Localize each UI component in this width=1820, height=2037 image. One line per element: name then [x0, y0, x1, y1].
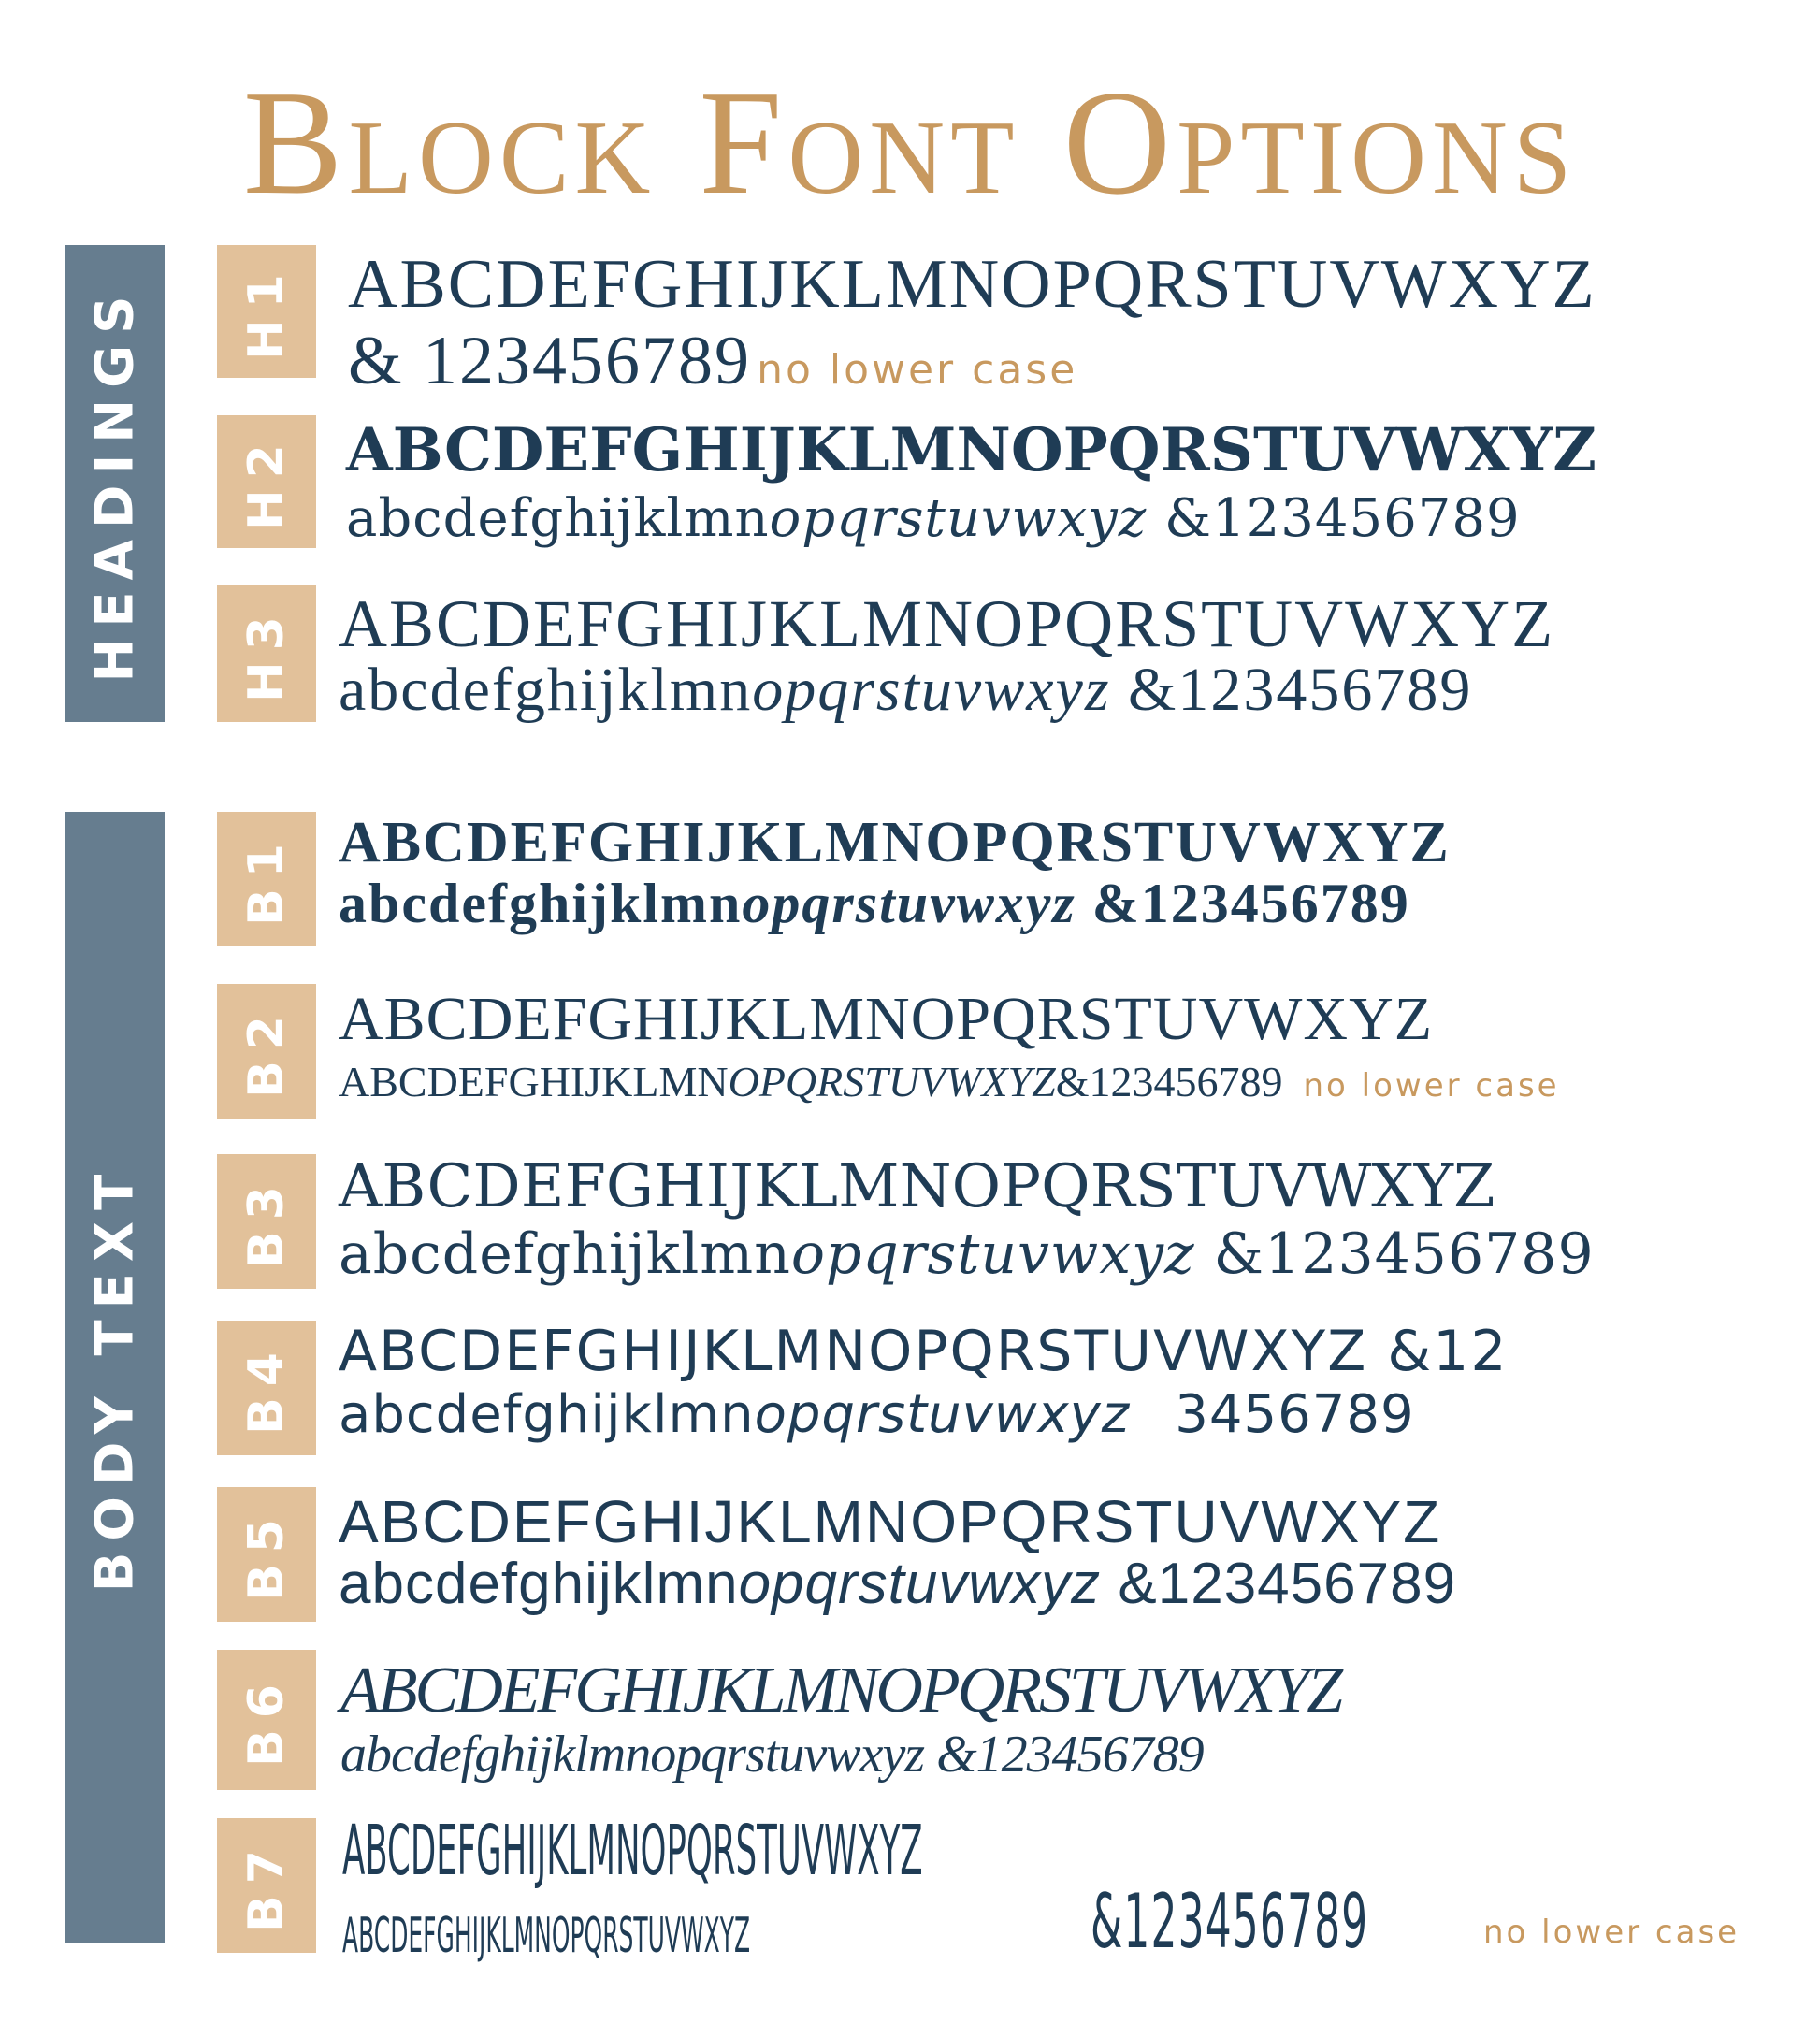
b4-lower-a: abcdefghijklmn: [339, 1384, 755, 1445]
b1-numbers: &123456789: [1076, 873, 1410, 934]
b4-upper: ABCDEFGHIJKLMNOPQRSTUVWXYZ &12: [339, 1319, 1509, 1384]
b7-small-line: [342, 1908, 758, 1964]
h1-numbers: & 123456789: [348, 323, 752, 399]
b6-upper: ABCDEFGHIJKLMNOPQRSTUVWXYZ: [340, 1654, 1341, 1726]
b5-lower-line: [339, 1551, 1456, 1617]
page-title: Block Font Options: [242, 59, 1578, 225]
body-text-group-bar: [65, 812, 165, 1943]
tag-b2-label: B2: [238, 1004, 295, 1098]
tag-b6: [217, 1650, 316, 1790]
h2-numbers: &123456789: [1147, 488, 1521, 549]
h2-lower-b: opqrstuvwxyz: [769, 488, 1148, 549]
tag-h3: [217, 585, 316, 722]
tag-b5-label: B5: [238, 1508, 295, 1601]
b6-lower: abcdefghijklmnopqrstuvwxyz: [340, 1726, 925, 1784]
headings-group-bar: [65, 245, 165, 722]
tag-b7-label: B7: [238, 1839, 295, 1932]
h2-lower-line: [346, 488, 1521, 549]
tag-b3: [217, 1154, 316, 1289]
b3-numbers: &123456789: [1194, 1221, 1595, 1287]
tag-h2-label: H2: [238, 433, 295, 530]
b7-numbers: &123456789: [1091, 1878, 1369, 1965]
tag-b7: [217, 1818, 316, 1953]
tag-b5: [217, 1487, 316, 1622]
tag-b4: [217, 1321, 316, 1455]
b5-lower-b: opqrstuvwxyz: [738, 1552, 1102, 1616]
b1-lower-line: [339, 872, 1410, 936]
tag-b1-label: B1: [238, 832, 295, 926]
b6-numbers: &123456789: [924, 1726, 1204, 1784]
b7-note: no lower case: [1483, 1914, 1741, 1951]
b4-lower-b: opqrstuvwxyz: [754, 1384, 1131, 1445]
h3-lower-line: [339, 655, 1472, 726]
tag-b2: [217, 984, 316, 1119]
h1-upper: ABCDEFGHIJKLMNOPQRSTUVWXYZ: [348, 246, 1596, 323]
b1-lower-a: abcdefghijklmn: [339, 873, 743, 934]
h3-lower-b: opqrstuvwxyz: [752, 656, 1111, 724]
b2-numbers: &123456789: [1055, 1058, 1283, 1105]
b1-upper: ABCDEFGHIJKLMNOPQRSTUVWXYZ: [339, 811, 1451, 874]
b6-lower-line: [340, 1725, 1204, 1784]
b2-small-b: OPQRSTUVWXYZ: [728, 1058, 1056, 1105]
b3-lower-line: [339, 1221, 1595, 1287]
b2-upper: ABCDEFGHIJKLMNOPQRSTUVWXYZ: [339, 985, 1434, 1053]
tag-b3-label: B3: [238, 1175, 295, 1268]
h3-lower-a: abcdefghijklmn: [339, 656, 753, 724]
h3-numbers: &123456789: [1110, 656, 1473, 724]
b3-upper: ABCDEFGHIJKLMNOPQRSTUVWXYZ: [339, 1152, 1495, 1221]
b1-lower-b: opqrstuvwxyz: [742, 873, 1076, 934]
b4-lower-line: [339, 1384, 1415, 1445]
tag-b6-label: B6: [238, 1673, 295, 1767]
h1-numbers-line: [348, 322, 1077, 401]
b3-lower-a: abcdefghijklmn: [339, 1221, 791, 1287]
tag-b1: [217, 812, 316, 946]
headings-group-label: HEADINGS: [84, 284, 146, 683]
b5-upper: ABCDEFGHIJKLMNOPQRSTUVWXYZ: [339, 1488, 1442, 1555]
b2-small-a: ABCDEFGHIJKLMN: [339, 1058, 729, 1105]
h2-lower-a: abcdefghijklmn: [346, 488, 770, 549]
tag-h1: [217, 245, 316, 378]
h1-note: no lower case: [757, 346, 1078, 394]
h2-upper: ABCDEFGHIJKLMNOPQRSTUVWXYZ: [346, 415, 1596, 485]
body-text-group-label: BODY TEXT: [84, 1163, 146, 1593]
b3-lower-b: opqrstuvwxyz: [790, 1221, 1195, 1287]
b2-small-line: [339, 1057, 1560, 1106]
tag-h1-label: H1: [238, 263, 295, 360]
b7-upper: ABCDEFGHIJKLMNOPQRSTUVWXYZ: [342, 1811, 923, 1891]
b5-lower-a: abcdefghijklmn: [339, 1552, 739, 1616]
b7-small: ABCDEFGHIJKLMNOPQRSTUVWXYZ: [342, 1908, 751, 1964]
tag-b4-label: B4: [238, 1341, 295, 1435]
b2-note: no lower case: [1303, 1067, 1560, 1105]
tag-h2: [217, 415, 316, 548]
tag-h3-label: H3: [238, 605, 295, 702]
h3-upper: ABCDEFGHIJKLMNOPQRSTUVWXYZ: [339, 586, 1555, 661]
b4-numbers: 3456789: [1175, 1384, 1415, 1445]
b5-numbers: &123456789: [1101, 1552, 1457, 1616]
